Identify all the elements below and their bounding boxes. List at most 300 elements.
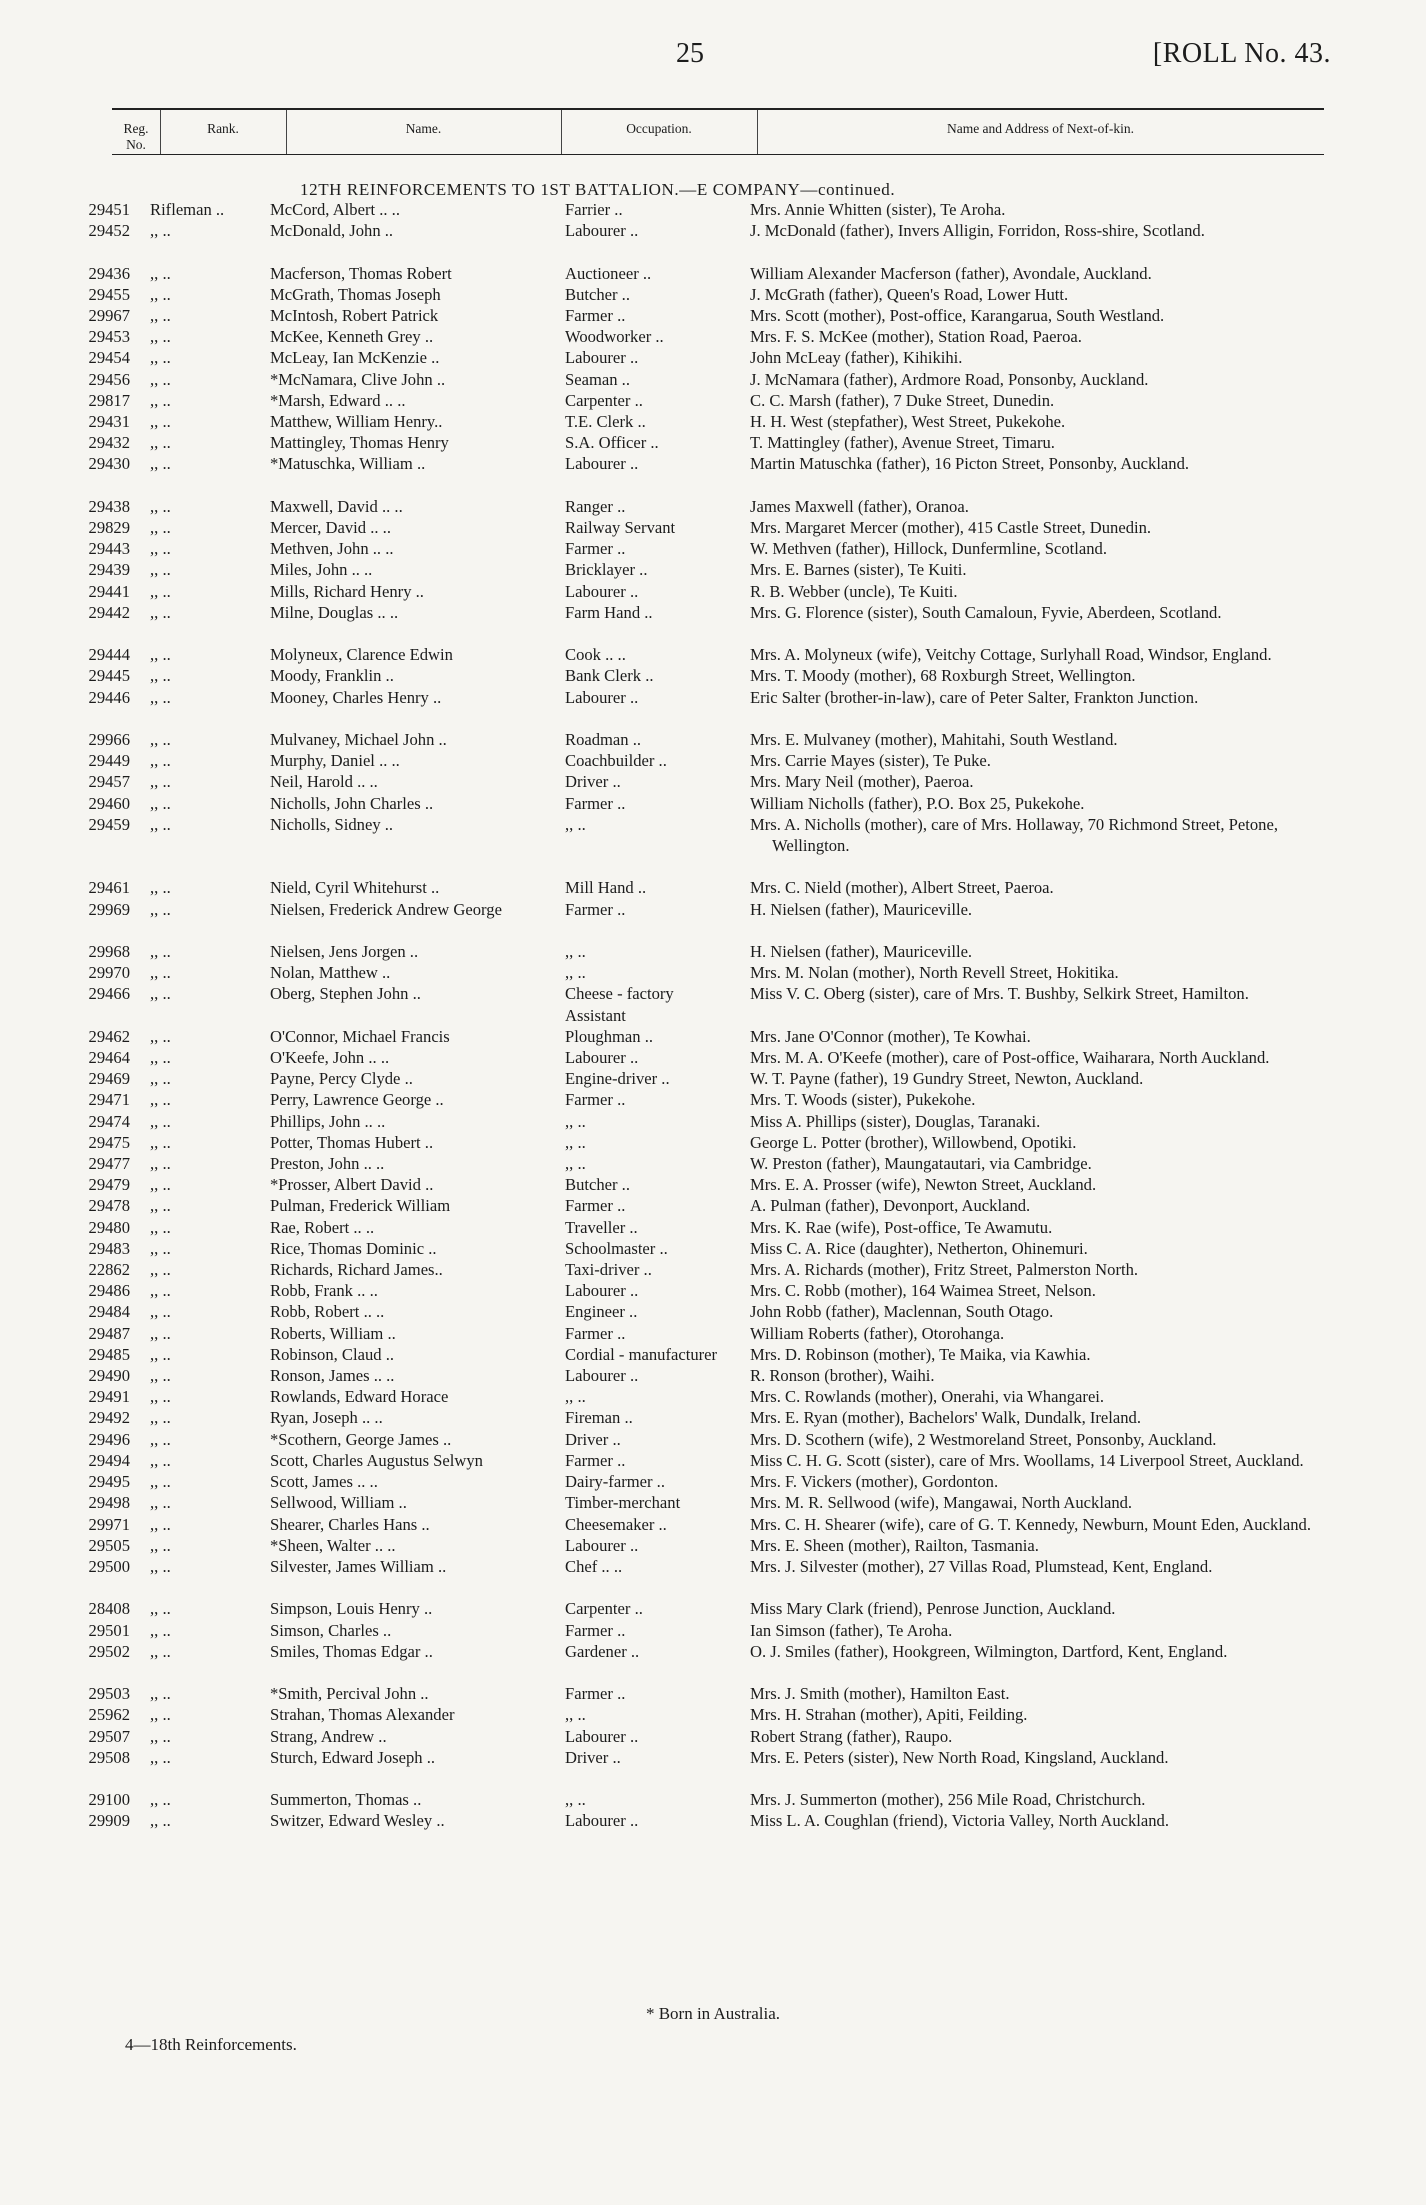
occupation-cell: Ranger ..: [565, 496, 626, 516]
header-top-rule: [112, 108, 1324, 110]
occupation-cell: Driver ..: [565, 1747, 621, 1767]
table-row: [0, 1556, 1426, 1577]
rank-cell: ,, ..: [150, 454, 171, 474]
rank-cell: ,, ..: [150, 1599, 171, 1619]
next-of-kin-cell: Mrs. H. Strahan (mother), Apiti, Feilding.: [750, 1705, 1028, 1725]
reg-number: 29501: [88, 1620, 130, 1640]
table-row: [0, 814, 1426, 856]
occupation-cell: Driver ..: [565, 1429, 621, 1449]
reg-number: 29466: [88, 984, 130, 1004]
name-cell: Pulman, Frederick William: [270, 1196, 451, 1216]
next-of-kin-cell: James Maxwell (father), Oranoa.: [750, 496, 969, 516]
name-cell: Robb, Frank .. ..: [270, 1281, 378, 1301]
rank-cell: ,, ..: [150, 645, 171, 665]
occupation-cell: T.E. Clerk ..: [565, 412, 646, 432]
name-cell: McIntosh, Robert Patrick: [270, 306, 439, 325]
next-of-kin-cell: Mrs. A. Molyneux (wife), Veitchy Cottage, Surlyhall Road, Windsor, England.: [750, 645, 1272, 665]
table-row: [0, 496, 1426, 517]
table-row: [0, 1259, 1426, 1280]
reg-number: 29477: [88, 1154, 130, 1174]
table-row: [0, 1153, 1426, 1174]
occupation-cell: ,, ..: [565, 963, 586, 983]
occupation-cell: Labourer ..: [565, 687, 639, 707]
name-cell: Matthew, William Henry..: [270, 412, 443, 432]
next-of-kin-cell: Mrs. A. Nicholls (mother), care of Mrs. Hollaway, 70 Richmond Street, Petone, Wellington.: [750, 814, 1278, 856]
name-cell: McKee, Kenneth Grey ..: [270, 327, 434, 347]
rank-cell: ,, ..: [150, 602, 171, 622]
reg-number: 29461: [88, 878, 130, 898]
reg-number: 29471: [88, 1090, 130, 1110]
occupation-cell: Railway Servant: [565, 518, 676, 538]
table-row: [0, 1047, 1426, 1068]
name-cell: Simpson, Louis Henry ..: [270, 1599, 433, 1619]
reg-number: 29505: [88, 1535, 130, 1555]
reg-number: 29431: [88, 412, 130, 432]
rank-cell: ,, ..: [150, 899, 171, 919]
reg-number: 29484: [88, 1302, 130, 1322]
rank-cell: ,, ..: [150, 221, 171, 241]
next-of-kin-cell: Mrs. T. Woods (sister), Pukekohe.: [750, 1090, 976, 1110]
next-of-kin-cell: Robert Strang (father), Raupo.: [750, 1726, 953, 1746]
rank-cell: ,, ..: [150, 1790, 171, 1810]
occupation-cell: Engineer ..: [565, 1302, 638, 1322]
rank-cell: ,, ..: [150, 1238, 171, 1258]
table-row: [0, 411, 1426, 432]
name-cell: Perry, Lawrence George ..: [270, 1090, 444, 1110]
next-of-kin-cell: Miss C. A. Rice (daughter), Netherton, Ohinemuri.: [750, 1238, 1088, 1258]
table-row: [0, 1089, 1426, 1110]
rank-cell: ,, ..: [150, 581, 171, 601]
reg-number: 29487: [88, 1323, 130, 1343]
col-header-occupation: Occupation.: [626, 121, 692, 136]
table-row: [0, 347, 1426, 368]
name-cell: *Prosser, Albert David ..: [270, 1175, 434, 1195]
occupation-cell: Labourer ..: [565, 1811, 639, 1831]
table-row: [0, 962, 1426, 983]
reg-number: 29443: [88, 539, 130, 559]
table-row: [0, 644, 1426, 665]
next-of-kin-cell: Mrs. C. H. Shearer (wife), care of G. T. Kennedy, Newburn, Mount Eden, Auckland.: [750, 1514, 1311, 1534]
occupation-cell: Roadman ..: [565, 730, 642, 750]
rank-cell: ,, ..: [150, 772, 171, 792]
name-cell: Ronson, James .. ..: [270, 1366, 395, 1386]
next-of-kin-cell: Mrs. E. Sheen (mother), Railton, Tasmania.: [750, 1535, 1039, 1555]
occupation-cell: Schoolmaster ..: [565, 1238, 668, 1258]
table-row: [0, 1598, 1426, 1619]
reg-number: 29460: [88, 793, 130, 813]
rank-cell: ,, ..: [150, 942, 171, 962]
reg-number: 29480: [88, 1217, 130, 1237]
name-cell: Neil, Harold .. ..: [270, 772, 378, 792]
occupation-cell: Driver ..: [565, 772, 621, 792]
occupation-cell: ,, ..: [565, 1111, 586, 1131]
table-row: [0, 1386, 1426, 1407]
rank-cell: ,, ..: [150, 751, 171, 771]
roll-table: [0, 199, 1426, 1832]
name-cell: Switzer, Edward Wesley ..: [270, 1811, 445, 1831]
occupation-cell: Chef .. ..: [565, 1556, 623, 1576]
table-row: [0, 602, 1426, 623]
reg-number: 28408: [88, 1599, 130, 1619]
name-cell: *Sheen, Walter .. ..: [270, 1535, 396, 1555]
next-of-kin-cell: Mrs. E. Peters (sister), New North Road, Kingsland, Auckland.: [750, 1747, 1169, 1767]
next-of-kin-cell: Miss A. Phillips (sister), Douglas, Taranaki.: [750, 1111, 1041, 1131]
occupation-cell: Butcher ..: [565, 1175, 630, 1195]
next-of-kin-cell: Mrs. C. Nield (mother), Albert Street, Paeroa.: [750, 878, 1054, 898]
table-row: [0, 453, 1426, 474]
table-row: [0, 1068, 1426, 1089]
occupation-cell: ,, ..: [565, 942, 586, 962]
occupation-cell: Carpenter ..: [565, 1599, 643, 1619]
rank-cell: ,, ..: [150, 730, 171, 750]
next-of-kin-cell: William Alexander Macferson (father), Avondale, Auckland.: [750, 263, 1152, 283]
reg-number: 29469: [88, 1069, 130, 1089]
next-of-kin-cell: John McLeay (father), Kihikihi.: [750, 348, 963, 368]
next-of-kin-cell: Miss Mary Clark (friend), Penrose Junction, Auckland.: [750, 1599, 1116, 1619]
table-row: [0, 538, 1426, 559]
reg-number: 25962: [88, 1705, 130, 1725]
occupation-cell: Timber-merchant: [565, 1493, 681, 1513]
table-row: [0, 305, 1426, 326]
next-of-kin-cell: Mrs. C. Rowlands (mother), Onerahi, via Whangarei.: [750, 1387, 1105, 1407]
next-of-kin-cell: Mrs. F. Vickers (mother), Gordonton.: [750, 1472, 999, 1492]
name-cell: Rae, Robert .. ..: [270, 1217, 375, 1237]
next-of-kin-cell: George L. Potter (brother), Willowbend, Opotiki.: [750, 1132, 1077, 1152]
occupation-cell: Mill Hand ..: [565, 878, 647, 898]
name-cell: Robinson, Claud ..: [270, 1344, 394, 1364]
rank-cell: ,, ..: [150, 1069, 171, 1089]
next-of-kin-cell: Mrs. J. Summerton (mother), 256 Mile Road, Christchurch.: [750, 1790, 1146, 1810]
name-cell: Shearer, Charles Hans ..: [270, 1514, 430, 1534]
occupation-cell: Farmer ..: [565, 1323, 626, 1343]
table-row: [0, 1365, 1426, 1386]
rank-cell: Rifleman ..: [150, 200, 225, 219]
occupation-cell: Farmer ..: [565, 1196, 626, 1216]
occupation-cell: Seaman ..: [565, 369, 630, 389]
name-cell: Nield, Cyril Whitehurst ..: [270, 878, 440, 898]
occupation-cell: Taxi-driver ..: [565, 1260, 652, 1280]
rank-cell: ,, ..: [150, 1175, 171, 1195]
reg-number: 29498: [88, 1493, 130, 1513]
reg-number: 29456: [88, 369, 130, 389]
next-of-kin-cell: Mrs. E. A. Prosser (wife), Newton Street, Auckland.: [750, 1175, 1097, 1195]
table-row: [0, 1344, 1426, 1365]
rank-cell: ,, ..: [150, 369, 171, 389]
rank-cell: ,, ..: [150, 306, 171, 325]
next-of-kin-cell: Eric Salter (brother-in-law), care of Peter Salter, Frankton Junction.: [750, 687, 1199, 707]
table-row: [0, 1174, 1426, 1195]
occupation-cell: Labourer ..: [565, 1535, 639, 1555]
next-of-kin-cell: H. Nielsen (father), Mauriceville.: [750, 899, 973, 919]
occupation-cell: Butcher ..: [565, 284, 630, 304]
table-row: [0, 326, 1426, 347]
name-cell: Moody, Franklin ..: [270, 666, 394, 686]
table-row: [0, 581, 1426, 602]
table-row: [0, 1429, 1426, 1450]
rank-cell: ,, ..: [150, 1090, 171, 1110]
rank-cell: ,, ..: [150, 1556, 171, 1576]
next-of-kin-cell: C. C. Marsh (father), 7 Duke Street, Dunedin.: [750, 390, 1055, 410]
roll-label: [ROLL No. 43.: [1152, 38, 1331, 69]
name-cell: *Scothern, George James ..: [270, 1429, 452, 1449]
reg-number: 29100: [88, 1790, 130, 1810]
rank-cell: ,, ..: [150, 963, 171, 983]
occupation-cell: Fireman ..: [565, 1408, 633, 1428]
table-row: [0, 750, 1426, 771]
page-number: 25: [676, 38, 704, 69]
occupation-cell: ,, ..: [565, 1705, 586, 1725]
reg-number: 29479: [88, 1175, 130, 1195]
name-cell: Mattingley, Thomas Henry: [270, 433, 449, 453]
reg-number: 29485: [88, 1344, 130, 1364]
reg-number: 29494: [88, 1450, 130, 1470]
name-cell: Mulvaney, Michael John ..: [270, 730, 447, 750]
next-of-kin-cell: Miss V. C. Oberg (sister), care of Mrs. T. Bushby, Selkirk Street, Hamilton.: [750, 984, 1249, 1004]
next-of-kin-cell: Mrs. Carrie Mayes (sister), Te Puke.: [750, 751, 991, 771]
name-cell: Mercer, David .. ..: [270, 518, 391, 538]
table-row: [0, 1789, 1426, 1810]
header-bottom-rule: [112, 154, 1324, 155]
reg-number: 29486: [88, 1281, 130, 1301]
occupation-cell: Cheesemaker ..: [565, 1514, 667, 1534]
table-row: [0, 199, 1426, 220]
table-row: [0, 559, 1426, 580]
name-cell: Simson, Charles ..: [270, 1620, 392, 1640]
reg-number: 29968: [88, 942, 130, 962]
rank-cell: ,, ..: [150, 1684, 171, 1704]
rank-cell: ,, ..: [150, 1302, 171, 1322]
name-cell: Miles, John .. ..: [270, 560, 373, 580]
rank-cell: ,, ..: [150, 327, 171, 347]
reg-number: 29455: [88, 284, 130, 304]
rank-cell: ,, ..: [150, 1344, 171, 1364]
table-row: [0, 1111, 1426, 1132]
rank-cell: ,, ..: [150, 1493, 171, 1513]
rank-cell: ,, ..: [150, 1514, 171, 1534]
rank-cell: ,, ..: [150, 1281, 171, 1301]
reg-number: 29441: [88, 581, 130, 601]
occupation-cell: Traveller ..: [565, 1217, 638, 1237]
next-of-kin-cell: William Nicholls (father), P.O. Box 25, Pukekohe.: [750, 793, 1085, 813]
name-cell: *Marsh, Edward .. ..: [270, 390, 406, 410]
name-cell: Rice, Thomas Dominic ..: [270, 1238, 437, 1258]
rank-cell: ,, ..: [150, 263, 171, 283]
next-of-kin-cell: T. Mattingley (father), Avenue Street, Timaru.: [750, 433, 1055, 453]
reg-number: 29478: [88, 1196, 130, 1216]
reg-number: 29503: [88, 1684, 130, 1704]
reg-number: 29508: [88, 1747, 130, 1767]
table-row: [0, 1704, 1426, 1725]
reg-number: 29483: [88, 1238, 130, 1258]
name-cell: Strahan, Thomas Alexander: [270, 1705, 455, 1725]
reg-number: 29474: [88, 1111, 130, 1131]
reg-number: 29464: [88, 1048, 130, 1068]
name-cell: Preston, John .. ..: [270, 1154, 385, 1174]
next-of-kin-cell: Mrs. F. S. McKee (mother), Station Road, Paeroa.: [750, 327, 1082, 347]
table-row: [0, 665, 1426, 686]
next-of-kin-cell: W. T. Payne (father), 19 Gundry Street, Newton, Auckland.: [750, 1069, 1144, 1089]
rank-cell: ,, ..: [150, 1429, 171, 1449]
name-cell: Methven, John .. ..: [270, 539, 394, 559]
name-cell: Potter, Thomas Hubert ..: [270, 1132, 434, 1152]
col-header-rank: Rank.: [207, 121, 239, 136]
table-row: [0, 1323, 1426, 1344]
rank-cell: ,, ..: [150, 1726, 171, 1746]
name-cell: Roberts, William ..: [270, 1323, 396, 1343]
name-cell: Rowlands, Edward Horace: [270, 1387, 449, 1407]
next-of-kin-cell: J. McNamara (father), Ardmore Road, Ponsonby, Auckland.: [750, 369, 1149, 389]
table-row: [0, 1683, 1426, 1704]
table-row: [0, 263, 1426, 284]
rank-cell: ,, ..: [150, 1705, 171, 1725]
rank-cell: ,, ..: [150, 284, 171, 304]
next-of-kin-cell: Mrs. E. Mulvaney (mother), Mahitahi, South Westland.: [750, 730, 1118, 750]
rank-cell: ,, ..: [150, 1641, 171, 1661]
rank-cell: ,, ..: [150, 1620, 171, 1640]
name-cell: O'Connor, Michael Francis: [270, 1026, 450, 1046]
next-of-kin-cell: Mrs. D. Robinson (mother), Te Maika, via Kawhia.: [750, 1344, 1091, 1364]
occupation-cell: Ploughman ..: [565, 1026, 654, 1046]
reg-number: 29444: [88, 645, 130, 665]
table-row: [0, 899, 1426, 920]
rank-cell: ,, ..: [150, 1387, 171, 1407]
occupation-cell: Coachbuilder ..: [565, 751, 667, 771]
reg-number: 29492: [88, 1408, 130, 1428]
table-row: [0, 1726, 1426, 1747]
occupation-cell: Farmer ..: [565, 1620, 626, 1640]
rank-cell: ,, ..: [150, 793, 171, 813]
rank-cell: ,, ..: [150, 496, 171, 516]
occupation-cell: Labourer ..: [565, 1281, 639, 1301]
next-of-kin-cell: Mrs. Mary Neil (mother), Paeroa.: [750, 772, 974, 792]
name-cell: Mills, Richard Henry ..: [270, 581, 424, 601]
name-cell: Phillips, John .. ..: [270, 1111, 386, 1131]
rank-cell: ,, ..: [150, 666, 171, 686]
next-of-kin-cell: Mrs. E. Barnes (sister), Te Kuiti.: [750, 560, 967, 580]
rank-cell: ,, ..: [150, 1408, 171, 1428]
occupation-cell: Carpenter ..: [565, 390, 643, 410]
reg-number: 29817: [88, 390, 130, 410]
reg-number: 29457: [88, 772, 130, 792]
occupation-cell: Bank Clerk ..: [565, 666, 654, 686]
next-of-kin-cell: Mrs. G. Florence (sister), South Camaloun, Fyvie, Aberdeen, Scotland.: [750, 602, 1222, 622]
name-cell: Nolan, Matthew ..: [270, 963, 391, 983]
reg-number: 29500: [88, 1556, 130, 1576]
occupation-cell: Cordial - manufacturer: [565, 1344, 718, 1364]
rank-cell: ,, ..: [150, 687, 171, 707]
footnote: * Born in Australia.: [645, 2004, 781, 2023]
occupation-cell: Farmer ..: [565, 306, 626, 325]
next-of-kin-cell: R. Ronson (brother), Waihi.: [750, 1366, 935, 1386]
occupation-cell: Dairy-farmer ..: [565, 1472, 665, 1492]
occupation-cell: Gardener ..: [565, 1641, 640, 1661]
table-row: [0, 1514, 1426, 1535]
next-of-kin-cell: Mrs. M. R. Sellwood (wife), Mangawai, North Auckland.: [750, 1493, 1133, 1513]
name-cell: Payne, Percy Clyde ..: [270, 1069, 413, 1089]
next-of-kin-cell: Mrs. C. Robb (mother), 164 Waimea Street, Nelson.: [750, 1281, 1096, 1301]
name-cell: Nicholls, John Charles ..: [270, 793, 434, 813]
rank-cell: ,, ..: [150, 1472, 171, 1492]
name-cell: McCord, Albert .. ..: [270, 200, 400, 219]
occupation-cell: ,, ..: [565, 814, 586, 834]
name-cell: Scott, Charles Augustus Selwyn: [270, 1450, 483, 1470]
table-row: [0, 1280, 1426, 1301]
reg-number: 29491: [88, 1387, 130, 1407]
reg-number: 29453: [88, 327, 130, 347]
reg-number: 29445: [88, 666, 130, 686]
name-cell: Oberg, Stephen John ..: [270, 984, 421, 1004]
next-of-kin-cell: Mrs. K. Rae (wife), Post-office, Te Awamutu.: [750, 1217, 1053, 1237]
occupation-cell: Bricklayer ..: [565, 560, 648, 580]
next-of-kin-cell: R. B. Webber (uncle), Te Kuiti.: [750, 581, 958, 601]
col-header-name: Name.: [405, 121, 442, 136]
name-cell: *Smith, Percival John ..: [270, 1684, 429, 1704]
name-cell: Strang, Andrew ..: [270, 1726, 387, 1746]
table-row: [0, 1471, 1426, 1492]
next-of-kin-cell: O. J. Smiles (father), Hookgreen, Wilmington, Dartford, Kent, England.: [750, 1641, 1228, 1661]
reg-number: 29490: [88, 1366, 130, 1386]
occupation-cell: Farmer ..: [565, 899, 626, 919]
table-row: [0, 729, 1426, 750]
reg-number: 29909: [88, 1811, 130, 1831]
next-of-kin-cell: Mrs. Scott (mother), Post-office, Karangarua, South Westland.: [750, 306, 1165, 325]
rank-cell: ,, ..: [150, 390, 171, 410]
table-row: [0, 1132, 1426, 1153]
next-of-kin-cell: Miss L. A. Coughlan (friend), Victoria Valley, North Auckland.: [750, 1811, 1170, 1831]
name-cell: Ryan, Joseph .. ..: [270, 1408, 383, 1428]
name-cell: Sellwood, William ..: [270, 1493, 407, 1513]
occupation-cell: Cheese - factory Assistant: [565, 984, 674, 1025]
occupation-cell: Labourer ..: [565, 1048, 639, 1068]
table-row: [0, 687, 1426, 708]
name-cell: Nicholls, Sidney ..: [270, 814, 394, 834]
name-cell: *McNamara, Clive John ..: [270, 369, 446, 389]
rank-cell: ,, ..: [150, 539, 171, 559]
name-cell: Nielsen, Frederick Andrew George: [270, 899, 502, 919]
reg-number: 29439: [88, 560, 130, 580]
rank-cell: ,, ..: [150, 1026, 171, 1046]
name-cell: Sturch, Edward Joseph ..: [270, 1747, 435, 1767]
rank-cell: ,, ..: [150, 348, 171, 368]
next-of-kin-cell: J. McDonald (father), Invers Alligin, Forridon, Ross-shire, Scotland.: [750, 221, 1205, 241]
occupation-cell: Labourer ..: [565, 1366, 639, 1386]
rank-cell: ,, ..: [150, 433, 171, 453]
table-row: [0, 793, 1426, 814]
rank-cell: ,, ..: [150, 1154, 171, 1174]
next-of-kin-cell: Mrs. E. Ryan (mother), Bachelors' Walk, Dundalk, Ireland.: [750, 1408, 1141, 1428]
table-row: [0, 1810, 1426, 1831]
rank-cell: ,, ..: [150, 1450, 171, 1470]
reg-number: 29970: [88, 963, 130, 983]
name-cell: Scott, James .. ..: [270, 1472, 378, 1492]
occupation-cell: ,, ..: [565, 1132, 586, 1152]
rank-cell: ,, ..: [150, 1132, 171, 1152]
reg-number: 29459: [88, 814, 130, 834]
occupation-cell: Auctioneer ..: [565, 263, 652, 283]
occupation-cell: Farmer ..: [565, 1450, 626, 1470]
next-of-kin-cell: Miss C. H. G. Scott (sister), care of Mrs. Woollams, 14 Liverpool Street, Auckland.: [750, 1450, 1304, 1470]
name-cell: Richards, Richard James..: [270, 1260, 443, 1280]
occupation-cell: Labourer ..: [565, 348, 639, 368]
occupation-cell: Labourer ..: [565, 1726, 639, 1746]
reg-number: 29966: [88, 730, 130, 750]
rank-cell: ,, ..: [150, 1366, 171, 1386]
table-row: [0, 1620, 1426, 1641]
occupation-cell: Cook .. ..: [565, 645, 626, 665]
next-of-kin-cell: W. Preston (father), Maungatautari, via Cambridge.: [750, 1154, 1092, 1174]
table-row: [0, 1747, 1426, 1768]
reg-number: 29454: [88, 348, 130, 368]
